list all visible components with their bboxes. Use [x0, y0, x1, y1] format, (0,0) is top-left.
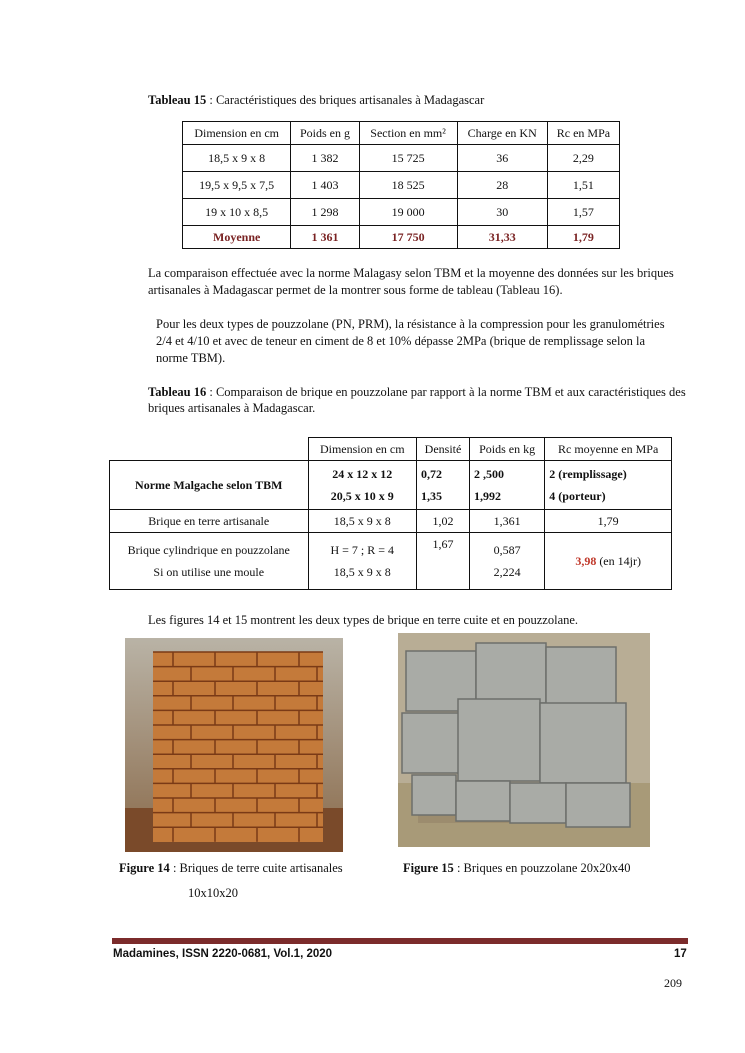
table-cell: 19 x 10 x 8,5	[183, 199, 291, 226]
table-cell: 1,57	[547, 199, 619, 226]
table15	[182, 121, 620, 249]
table15-caption-text: : Caractéristiques des briques artisanales à Madagascar	[206, 93, 485, 107]
table-cell: 1 403	[291, 172, 359, 199]
pouzzolane-blocks-image	[398, 633, 650, 847]
cell-line: 2 ,500	[473, 467, 504, 481]
table15-caption	[148, 92, 484, 108]
cell-line: H = 7 ; R = 4	[330, 543, 395, 557]
table-row-label	[110, 533, 309, 590]
cell-line: 20,5 x 10 x 9	[330, 489, 394, 503]
table-row	[183, 199, 620, 226]
table-row	[110, 438, 672, 461]
cell-line: 2 (remplissage)	[549, 467, 627, 481]
table-cell: 1,361	[469, 510, 544, 533]
figure15-caption	[403, 860, 631, 876]
cell-line: 0,587	[493, 543, 521, 557]
footer-page: 17	[674, 948, 687, 960]
table-row-label: Norme Malgache selon TBM	[110, 461, 309, 510]
paragraph-figures: Les figures 14 et 15 montrent les deux types de brique en terre cuite et en pouzzolane.	[148, 613, 579, 627]
table-cell: 1,79	[545, 510, 672, 533]
figure14-label: Figure 14	[119, 861, 170, 875]
cell-line: 2,224	[493, 565, 521, 579]
table-cell: 31,33	[457, 226, 547, 249]
table-empty-cell	[110, 438, 309, 461]
table-header: Dimension en cm	[183, 122, 291, 145]
table-row	[110, 461, 672, 510]
table16-caption-text: : Comparaison de brique en pouzzolane par rapport à la norme TBM et aux caractéristiques des briques artisanales à Madagascar.	[148, 385, 686, 415]
figure15-photo	[398, 633, 650, 847]
cell-line: 1,992	[473, 489, 501, 503]
table-cell: 18,5 x 9 x 8	[308, 510, 417, 533]
table-cell: Moyenne	[183, 226, 291, 249]
cell-line: 24 x 12 x 12	[332, 467, 393, 481]
table-cell	[417, 461, 470, 510]
table-row-average	[183, 226, 620, 249]
table-cell: 28	[457, 172, 547, 199]
table16-caption	[148, 384, 688, 416]
table-cell: 2,29	[547, 145, 619, 172]
figure14-caption-line2: 10x10x20	[188, 886, 238, 900]
cell-line: 0,72	[421, 467, 443, 481]
figure15-caption-text: : Briques en pouzzolane 20x20x40	[453, 861, 631, 875]
table-header: Section en mm²	[359, 122, 457, 145]
table-cell: 17 750	[359, 226, 457, 249]
rc-note: (en 14jr)	[596, 553, 641, 568]
table-cell: 1,79	[547, 226, 619, 249]
table-header: Poids en g	[291, 122, 359, 145]
clay-bricks-image	[125, 638, 343, 852]
table-cell: 18,5 x 9 x 8	[183, 145, 291, 172]
table-cell: 19,5 x 9,5 x 7,5	[183, 172, 291, 199]
cell-line: Si on utilise une moule	[153, 565, 265, 579]
table-row	[110, 510, 672, 533]
table-cell: 18 525	[359, 172, 457, 199]
table-row-label: Brique en terre artisanale	[110, 510, 309, 533]
table15-label: Tableau 15	[148, 93, 207, 107]
footer-rule	[112, 938, 688, 944]
table-header: Charge en KN	[457, 122, 547, 145]
table-header: Poids en kg	[469, 438, 544, 461]
table-cell: 1 298	[291, 199, 359, 226]
figure14-caption-text: : Briques de terre cuite artisanales	[169, 861, 343, 875]
figure15-label: Figure 15	[403, 861, 454, 875]
table-cell	[545, 461, 672, 510]
table-cell: 1,67	[417, 533, 470, 590]
rc-highlight: 3,98	[575, 553, 597, 568]
table-cell	[308, 533, 417, 590]
table-cell: 30	[457, 199, 547, 226]
cell-line: 1,35	[421, 489, 443, 503]
table-cell: 15 725	[359, 145, 457, 172]
table-row	[110, 533, 672, 590]
cell-line: 4 (porteur)	[549, 489, 606, 503]
table-header: Rc en MPa	[547, 122, 619, 145]
cell-line: 18,5 x 9 x 8	[333, 565, 391, 579]
table-cell	[545, 533, 672, 590]
table-header: Rc moyenne en MPa	[545, 438, 672, 461]
table-cell: 1 361	[291, 226, 359, 249]
page-number: 209	[664, 976, 682, 990]
table16	[109, 437, 672, 590]
table-cell: 1 382	[291, 145, 359, 172]
paragraph-pouzzolane: Pour les deux types de pouzzolane (PN, PRM), la résistance à la compression pour les granulométries 2/4 et 4/10 et avec de teneur en ciment de 8 et 10% dépasse 2MPa (brique de remplissage selon la norme TBM).	[156, 317, 665, 365]
footer-journal: Madamines, ISSN 2220-0681, Vol.1, 2020	[113, 948, 333, 960]
table-cell	[308, 461, 417, 510]
table-cell: 36	[457, 145, 547, 172]
table-row	[183, 122, 620, 145]
table-header: Densité	[417, 438, 470, 461]
figure14-photo	[125, 638, 343, 852]
table-cell	[469, 461, 544, 510]
table-row	[183, 145, 620, 172]
table-cell	[469, 533, 544, 590]
table-cell: 1,51	[547, 172, 619, 199]
table-cell: 1,02	[417, 510, 470, 533]
figure14-caption	[119, 860, 343, 876]
table16-label: Tableau 16	[148, 385, 207, 399]
table-cell: 19 000	[359, 199, 457, 226]
table-header: Dimension en cm	[308, 438, 417, 461]
paragraph-comparison: La comparaison effectuée avec la norme Malagasy selon TBM et la moyenne des données sur les briques artisanales à Madagascar permet de la montrer sous forme de tableau (Tableau 16).	[148, 266, 674, 297]
cell-line: Brique cylindrique en pouzzolane	[127, 543, 290, 557]
table-row	[183, 172, 620, 199]
